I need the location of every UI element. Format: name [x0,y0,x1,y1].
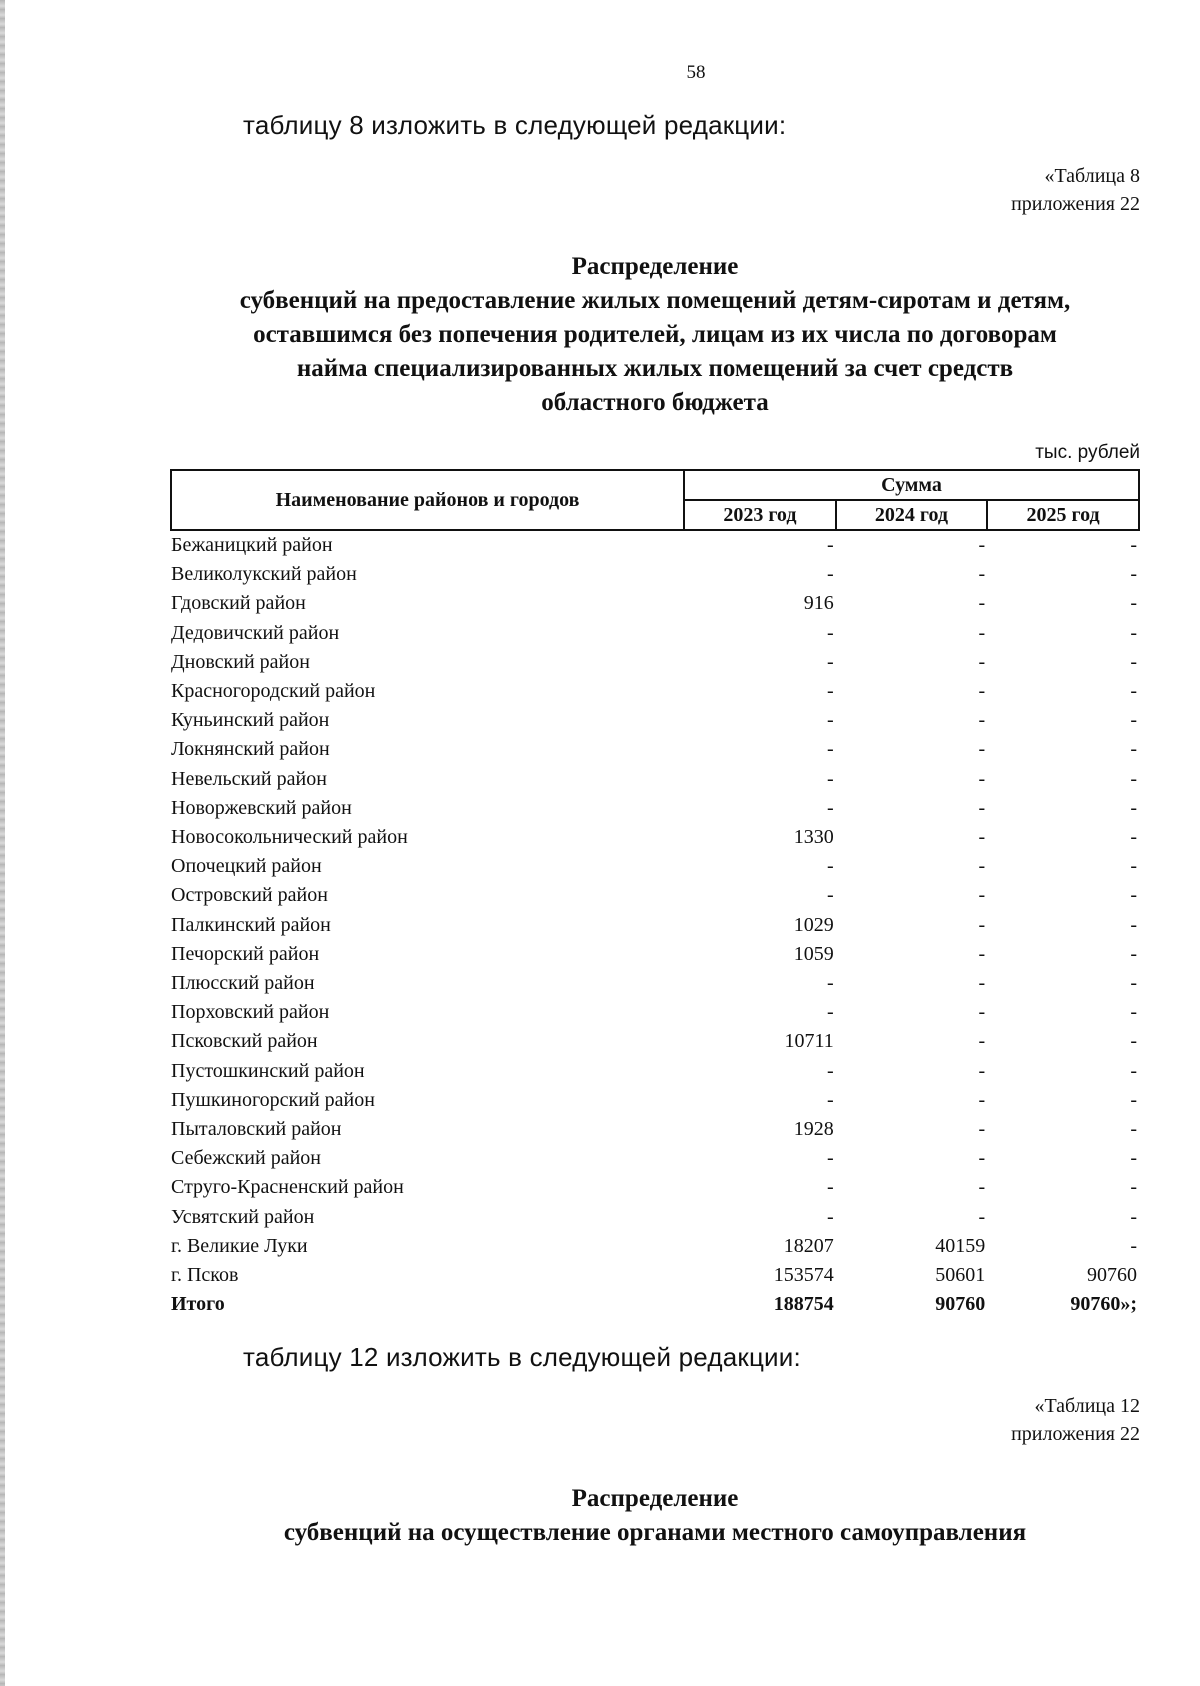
amount-2023: 153574 [773,1264,834,1287]
district-name: Локнянский район [171,738,330,761]
table-8-heading-line3: найма специализированных жилых помещений за счет средств [296,355,1014,382]
district-name: Куньинский район [171,709,330,732]
district-name: Порховский район [171,1001,330,1024]
table-row [171,823,1139,852]
amount-2024: - [978,855,986,878]
amount-2023: - [827,709,834,732]
table-total-row [171,1290,1139,1319]
amount-2025: - [1130,1118,1137,1141]
table-12-heading-title: Распределение [571,1485,739,1512]
amount-2023: - [827,621,834,644]
amount-2023: 18207 [783,1234,834,1257]
amount-2025: - [1130,884,1137,907]
amount-2024: - [978,767,986,790]
amount-2023: 1928 [793,1118,834,1141]
scan-edge [0,0,5,1686]
table-row [171,530,1139,560]
district-name: Гдовский район [171,592,306,615]
amount-2024: - [978,592,986,615]
table-row [171,1115,1139,1144]
table-8-heading [160,250,1150,420]
table-row [171,1144,1139,1173]
table-row [171,619,1139,648]
amount-2023: - [827,767,834,790]
amount-2025: 90760 [1087,1264,1137,1287]
amount-2025: - [1130,563,1137,586]
amount-2025: - [1130,534,1137,556]
district-name: Красногородский район [171,680,376,703]
amount-2023: 188754 [773,1293,834,1316]
amount-2023: - [827,1059,834,1082]
amount-2023: - [827,563,834,586]
amount-2024: - [978,1118,986,1141]
district-name: Псковский район [171,1030,318,1053]
amount-2025: - [1130,972,1137,995]
amount-2025: - [1130,1234,1137,1257]
table-12-ref-line2: приложения 22 [1011,1423,1140,1445]
table-row [171,852,1139,881]
table-row [171,765,1139,794]
district-name: Пустошкинский район [171,1059,365,1082]
amount-2023: 916 [803,592,834,615]
amount-2025: - [1130,826,1137,849]
table-8-ref-line2: приложения 22 [1011,193,1140,215]
table-12-heading [160,1482,1150,1550]
amount-2025: - [1130,709,1137,732]
table-row [171,1173,1139,1202]
table-8-heading-title: Распределение [571,253,739,280]
district-name: Бежаницкий район [171,534,333,556]
amount-2025: - [1130,942,1137,965]
district-name: Опочецкий район [171,855,322,878]
amount-2024: - [978,972,986,995]
table-row [171,735,1139,764]
table-row [171,1027,1139,1056]
amount-2025: - [1130,767,1137,790]
amount-2025: - [1130,1147,1137,1170]
amount-2024: - [978,709,986,732]
district-name: Пушкиногорский район [171,1088,375,1111]
district-name: Островский район [171,884,328,907]
amount-2025: 90760»; [1070,1293,1137,1316]
column-header-name: Наименование районов и городов [171,470,684,530]
district-name: Себежский район [171,1147,321,1170]
amount-2023: - [827,1176,834,1199]
amount-2023: - [827,796,834,819]
amount-2023: 1059 [793,942,834,965]
district-name: Новосокольнический район [171,826,408,849]
amount-2023: - [827,855,834,878]
amount-2025: - [1130,855,1137,878]
amount-2024: - [978,563,986,586]
amount-2024: - [978,1205,986,1228]
table-row [171,969,1139,998]
table-row [171,1261,1139,1290]
district-name: Плюсский район [171,972,315,995]
table-row [171,677,1139,706]
table-row [171,998,1139,1027]
district-name: Новоржевский район [171,796,352,819]
column-header-2024: 2024 год [836,500,988,530]
amount-2023: 1330 [793,826,834,849]
district-name: Струго-Красненский район [171,1176,404,1199]
amount-2023: - [827,680,834,703]
table-body [171,530,1139,1319]
amount-2024: - [978,738,986,761]
table-row [171,589,1139,618]
amount-2024: 90760 [935,1293,986,1316]
unit-label: тыс. рублей [1035,442,1140,463]
amount-2024: - [978,534,986,556]
district-name: Пыталовский район [171,1118,342,1141]
amount-2023: - [827,1147,834,1170]
amount-2024: - [978,1030,986,1053]
amount-2024: - [978,680,986,703]
table-row [171,1057,1139,1086]
table-12-reference [1011,1392,1140,1448]
amount-2023: 10711 [784,1030,834,1053]
amount-2024: - [978,796,986,819]
district-name: Палкинский район [171,913,331,936]
table-12-heading-line1: субвенций на осуществление органами местного самоуправления [283,1519,1027,1546]
amount-2025: - [1130,1205,1137,1228]
district-name: Усвятский район [171,1205,315,1228]
district-name: Дновский район [171,650,310,673]
amount-2025: - [1130,650,1137,673]
intro-table-12: таблицу 12 изложить в следующей редакции: [243,1342,801,1372]
amount-2025: - [1130,680,1137,703]
amount-2023: - [827,738,834,761]
amount-2024: - [978,942,986,965]
table-row [171,911,1139,940]
table-row [171,794,1139,823]
amount-2024: - [978,1176,986,1199]
table-8-reference [1011,162,1140,218]
amount-2025: - [1130,1059,1137,1082]
amount-2023: - [827,650,834,673]
amount-2023: - [827,1001,834,1024]
table-row [171,1232,1139,1261]
amount-2025: - [1130,621,1137,644]
amount-2025: - [1130,1001,1137,1024]
amount-2025: - [1130,592,1137,615]
district-name: Печорский район [171,942,320,965]
table-row [171,560,1139,589]
district-name: Великолукский район [171,563,357,586]
amount-2023: 1029 [793,913,834,936]
total-label: Итого [171,1293,225,1316]
amount-2024: - [978,884,986,907]
amount-2023: - [827,534,834,556]
table-8-heading-line2: оставшимся без попечения родителей, лицам из их числа по договорам [253,321,1057,348]
table-row [171,881,1139,910]
table-8-ref-line1: «Таблица 8 [1044,165,1140,187]
amount-2024: - [978,650,986,673]
amount-2024: 40159 [935,1234,986,1257]
amount-2024: - [978,1001,986,1024]
amount-2024: - [978,826,986,849]
page-number: 58 [686,62,706,83]
table-row [171,940,1139,969]
amount-2024: - [978,913,986,936]
amount-2025: - [1130,1030,1137,1053]
amount-2025: - [1130,913,1137,936]
district-name: Невельский район [171,767,327,790]
amount-2023: - [827,1088,834,1111]
amount-2025: - [1130,796,1137,819]
district-name: г. Великие Луки [171,1234,308,1257]
amount-2024: - [978,1088,986,1111]
column-header-2023: 2023 год [684,500,836,530]
table-row [171,648,1139,677]
table-row [171,706,1139,735]
table-8-heading-line1: субвенций на предоставление жилых помещений детям-сиротам и детям, [239,287,1071,314]
amount-2023: - [827,1205,834,1228]
intro-table-8: таблицу 8 изложить в следующей редакции: [243,110,787,140]
amount-2024: - [978,1059,986,1082]
table-12-ref-line1: «Таблица 12 [1034,1395,1140,1417]
amount-2025: - [1130,738,1137,761]
district-name: г. Псков [171,1264,239,1287]
table-row [171,1203,1139,1232]
amount-2025: - [1130,1088,1137,1111]
table-8-heading-line4: областного бюджета [541,389,769,416]
amount-2023: - [827,884,834,907]
table-row [171,1086,1139,1115]
district-name: Дедовичский район [171,621,340,644]
distribution-table [170,469,1140,1319]
column-header-sum: Сумма [684,470,1139,500]
amount-2024: - [978,621,986,644]
amount-2024: - [978,1147,986,1170]
column-header-2025: 2025 год [987,500,1139,530]
amount-2025: - [1130,1176,1137,1199]
amount-2023: - [827,972,834,995]
amount-2024: 50601 [935,1264,986,1287]
